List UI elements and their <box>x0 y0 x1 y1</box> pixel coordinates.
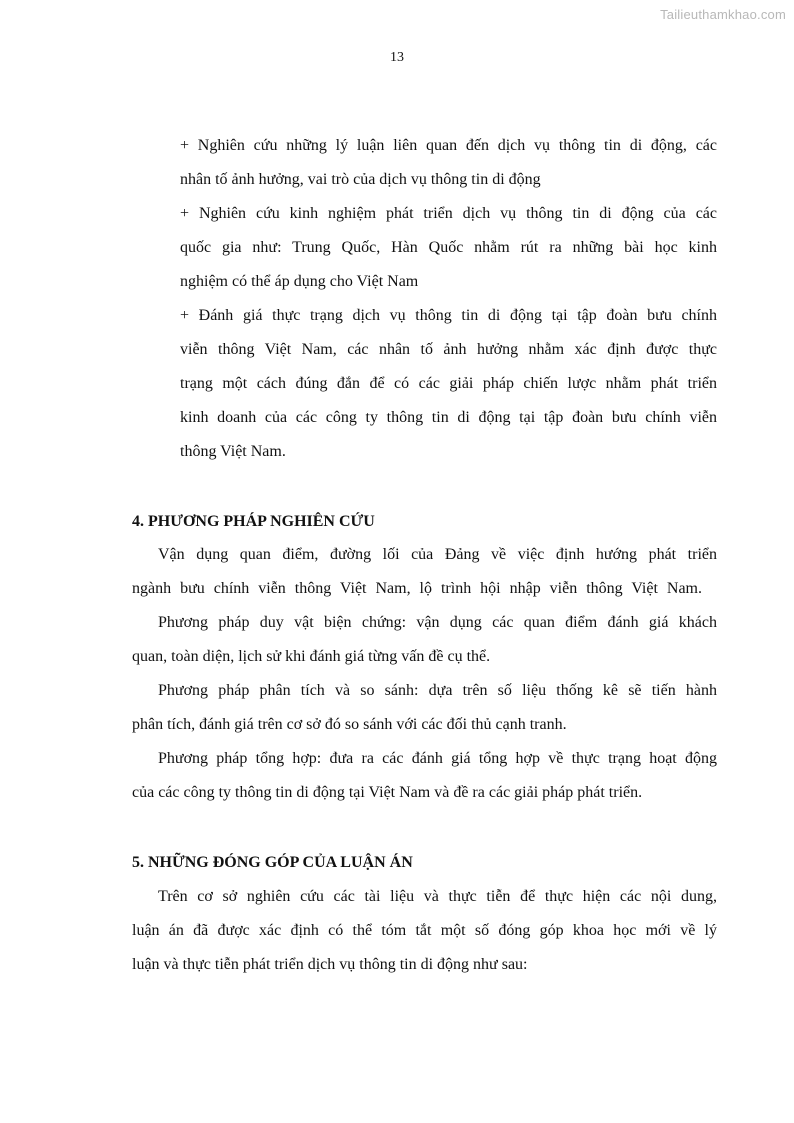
section-4-p1-line-2: ngành bưu chính viễn thông Việt Nam, lộ trình hội nhập viễn thông Việt Nam. <box>132 580 702 597</box>
section-4-p2-line-2: quan, toàn diện, lịch sử khi đánh giá từng vấn đề cụ thể. <box>132 648 491 665</box>
section-4-heading: 4. PHƯƠNG PHÁP NGHIÊN CỨU <box>132 513 375 530</box>
objective-3-line-5: thông Việt Nam. <box>180 443 286 460</box>
section-4-p3-line-1: Phương pháp phân tích và so sánh: dựa trên số liệu thống kê sẽ tiến hành <box>158 682 717 699</box>
section-5-p1-line-3: luận và thực tiễn phát triển dịch vụ thông tin di động như sau: <box>132 956 528 973</box>
objective-2-line-1: + Nghiên cứu kinh nghiệm phát triển dịch vụ thông tin di động của các <box>180 205 717 222</box>
objective-2-line-3: nghiệm có thể áp dụng cho Việt Nam <box>180 273 419 290</box>
objective-3-line-3: trạng một cách đúng đắn để có các giải pháp chiến lược nhằm phát triển <box>180 375 717 392</box>
watermark: Tailieuthamkhao.com <box>660 7 786 22</box>
objective-1-line-1: + Nghiên cứu những lý luận liên quan đến dịch vụ thông tin di động, các <box>180 137 717 154</box>
section-4-p2-line-1: Phương pháp duy vật biện chứng: vận dụng các quan điểm đánh giá khách <box>158 614 717 631</box>
objective-2-line-2: quốc gia như: Trung Quốc, Hàn Quốc nhằm rút ra những bài học kinh <box>180 239 717 256</box>
section-4-p3-line-2: phân tích, đánh giá trên cơ sở đó so sánh với các đối thủ cạnh tranh. <box>132 716 567 733</box>
objective-1-line-2: nhân tố ảnh hưởng, vai trò của dịch vụ thông tin di động <box>180 171 541 188</box>
page-number: 13 <box>390 50 404 65</box>
section-4-p4-line-1: Phương pháp tổng hợp: đưa ra các đánh giá tổng hợp về thực trạng hoạt động <box>158 750 717 767</box>
objective-3-line-4: kinh doanh của các công ty thông tin di động tại tập đoàn bưu chính viễn <box>180 409 717 426</box>
objective-3-line-2: viễn thông Việt Nam, các nhân tố ảnh hưởng nhằm xác định được thực <box>180 341 717 358</box>
objective-3-line-1: + Đánh giá thực trạng dịch vụ thông tin di động tại tập đoàn bưu chính <box>180 307 717 324</box>
section-5-p1-line-2: luận án đã được xác định có thể tóm tắt một số đóng góp khoa học mới về lý <box>132 922 717 939</box>
section-5-p1-line-1: Trên cơ sở nghiên cứu các tài liệu và thực tiễn để thực hiện các nội dung, <box>158 888 717 905</box>
section-5-heading: 5. NHỮNG ĐÓNG GÓP CỦA LUẬN ÁN <box>132 854 413 871</box>
section-4-p4-line-2: của các công ty thông tin di động tại Việt Nam và đề ra các giải pháp phát triển. <box>132 784 643 801</box>
section-4-p1-line-1: Vận dụng quan điểm, đường lối của Đảng về việc định hướng phát triển <box>158 546 717 563</box>
